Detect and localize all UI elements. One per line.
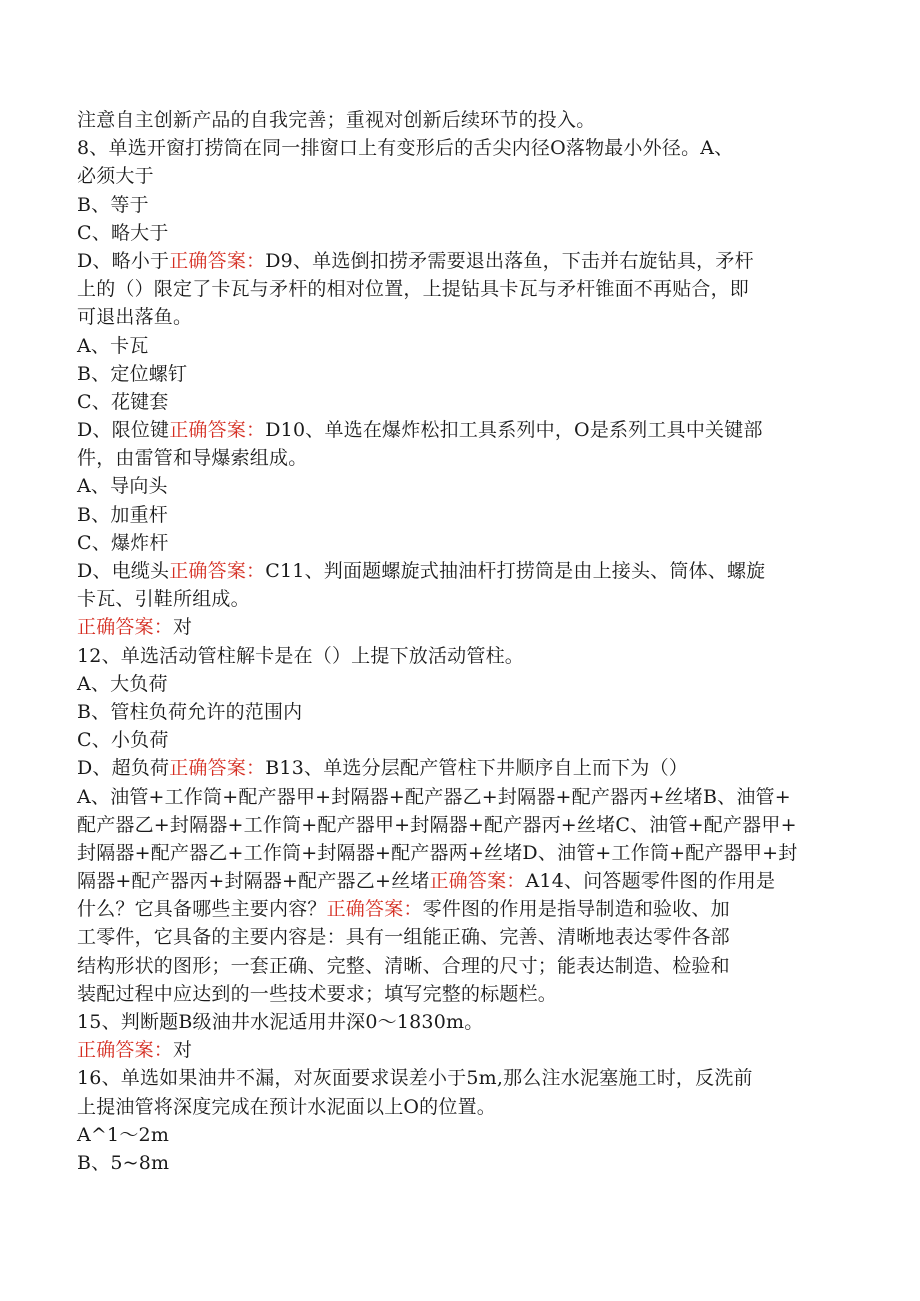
text-segment: 对: [173, 616, 193, 639]
text-segment: D9、单选倒扣捞矛需要退出落鱼，下击并右旋钻具，矛杆: [265, 249, 754, 272]
text-line: [77, 585, 837, 613]
correct-answer-label: 正确答案：: [169, 560, 266, 582]
text-line: [77, 501, 837, 529]
text-segment: C11、判面题螺旋式抽油杆打捞筒是由上接头、筒体、螺旋: [265, 560, 766, 582]
text-segment: 可退出落鱼。: [77, 306, 193, 329]
text-segment: C、爆炸杆: [77, 531, 169, 554]
text-line: [77, 1008, 837, 1036]
text-segment: B、5~8m: [77, 1151, 170, 1174]
text-line: [77, 1149, 837, 1177]
text-segment: 隔器+配产器丙+封隔器+配产器乙+丝堵: [77, 870, 430, 893]
text-line: [77, 923, 837, 951]
text-segment: D、略小于: [77, 249, 170, 272]
text-segment: 装配过程中应达到的一些技术要求；填写完整的标题栏。: [77, 982, 558, 1005]
text-line: [77, 952, 837, 980]
text-line: [77, 642, 837, 670]
text-segment: B、加重杆: [77, 503, 168, 526]
text-line: [77, 529, 837, 557]
text-segment: B、等于: [77, 193, 149, 216]
text-segment: A、导向头: [77, 475, 168, 498]
text-segment: 8、单选开窗打捞筒在同一排窗口上有变形后的舌尖内径O落物最小外径。A、: [77, 137, 734, 160]
text-line: [77, 1121, 837, 1149]
text-line: [77, 670, 837, 698]
text-segment: 16、单选如果油井不漏，对灰面要求误差小于5m,那么注水泥塞施工时，反洗前: [77, 1067, 753, 1090]
text-line: [77, 162, 837, 190]
text-segment: 什么？它具备哪些主要内容？: [77, 898, 327, 921]
text-segment: 必须大于: [77, 165, 154, 188]
correct-answer-label: 正确答案：: [169, 419, 266, 442]
text-segment: 15、判断题B级油井水泥适用井深0～1830m。: [77, 1011, 484, 1033]
text-segment: 注意自主创新产品的自我完善；重视对创新后续环节的投入。: [77, 109, 596, 131]
text-line: [77, 1064, 837, 1092]
text-line: [77, 472, 837, 500]
text-segment: A、大负荷: [77, 672, 168, 695]
text-line: [77, 219, 837, 247]
text-line: [77, 839, 837, 867]
text-line: [77, 895, 837, 923]
text-segment: C、小负荷: [77, 729, 169, 752]
text-line: [77, 754, 837, 782]
text-segment: 卡瓦、引鞋所组成。: [77, 588, 250, 611]
text-segment: 对: [173, 1039, 193, 1062]
text-segment: 上的（）限定了卡瓦与矛杆的相对位置，上提钻具卡瓦与矛杆锥面不再贴合，即: [77, 278, 750, 301]
text-segment: 工零件，它具备的主要内容是：具有一组能正确、完善、清晰地表达零件各部: [77, 926, 730, 949]
text-segment: B13、单选分层配产管柱下井顺序自上而下为（）: [265, 757, 688, 780]
text-segment: 零件图的作用是指导制造和验收、加: [422, 898, 730, 921]
text-segment: 配产器乙+封隔器+工作筒+配产器甲+封隔器+配产器丙+丝堵C、油管+配产器甲+: [77, 813, 797, 836]
text-line: [77, 698, 837, 726]
document-page: [77, 106, 837, 1177]
correct-answer-label: 正确答案：: [169, 249, 266, 272]
text-line: [77, 726, 837, 754]
correct-answer-label: 正确答案：: [169, 757, 266, 780]
text-line: [77, 303, 837, 331]
text-line: [77, 783, 837, 811]
text-segment: B、管柱负荷允许的范围内: [77, 700, 303, 723]
text-segment: A、油管+工作筒+配产器甲+封隔器+配产器乙+封隔器+配产器丙+丝堵B、油管+: [77, 785, 791, 808]
text-line: [77, 811, 837, 839]
text-line: [77, 247, 837, 275]
text-segment: 封隔器+配产器乙+工作筒+封隔器+配产器两+丝堵D、油管+工作筒+配产器甲+封: [77, 841, 798, 864]
text-line: [77, 332, 837, 360]
text-line: [77, 191, 837, 219]
text-line: [77, 613, 837, 641]
text-line: [77, 134, 837, 162]
text-segment: C、略大于: [77, 221, 169, 244]
text-segment: 上提油管将深度完成在预计水泥面以上O的位置。: [77, 1095, 496, 1118]
text-line: [77, 1036, 837, 1064]
text-segment: A、卡瓦: [77, 334, 149, 357]
text-line: [77, 275, 837, 303]
text-segment: C、花键套: [77, 390, 169, 413]
correct-answer-label: 正确答案：: [429, 870, 526, 893]
text-line: [77, 388, 837, 416]
text-segment: D、电缆头: [77, 560, 170, 582]
correct-answer-label: 正确答案：: [77, 1039, 174, 1062]
text-line: [77, 1093, 837, 1121]
text-line: [77, 416, 837, 444]
text-segment: 12、单选活动管柱解卡是在（）上提下放活动管柱。: [77, 644, 524, 667]
text-line: [77, 980, 837, 1008]
correct-answer-label: 正确答案：: [326, 898, 423, 921]
text-segment: 结构形状的图形；一套正确、完整、清晰、合理的尺寸；能表达制造、检验和: [77, 954, 730, 977]
text-line: [77, 557, 837, 585]
text-segment: D、超负荷: [77, 757, 170, 780]
text-segment: D10、单选在爆炸松扣工具系列中，O是系列工具中关键部: [265, 419, 763, 442]
text-line: [77, 867, 837, 895]
text-segment: A^1～2m: [77, 1123, 170, 1146]
correct-answer-label: 正确答案：: [77, 616, 174, 639]
text-segment: 件，由雷管和导爆索组成。: [77, 447, 308, 470]
text-line: [77, 106, 837, 134]
text-line: [77, 360, 837, 388]
text-segment: B、定位螺钉: [77, 362, 188, 385]
text-line: [77, 444, 837, 472]
text-segment: D、限位键: [77, 419, 170, 442]
text-segment: A14、问答题零件图的作用是: [525, 870, 776, 893]
